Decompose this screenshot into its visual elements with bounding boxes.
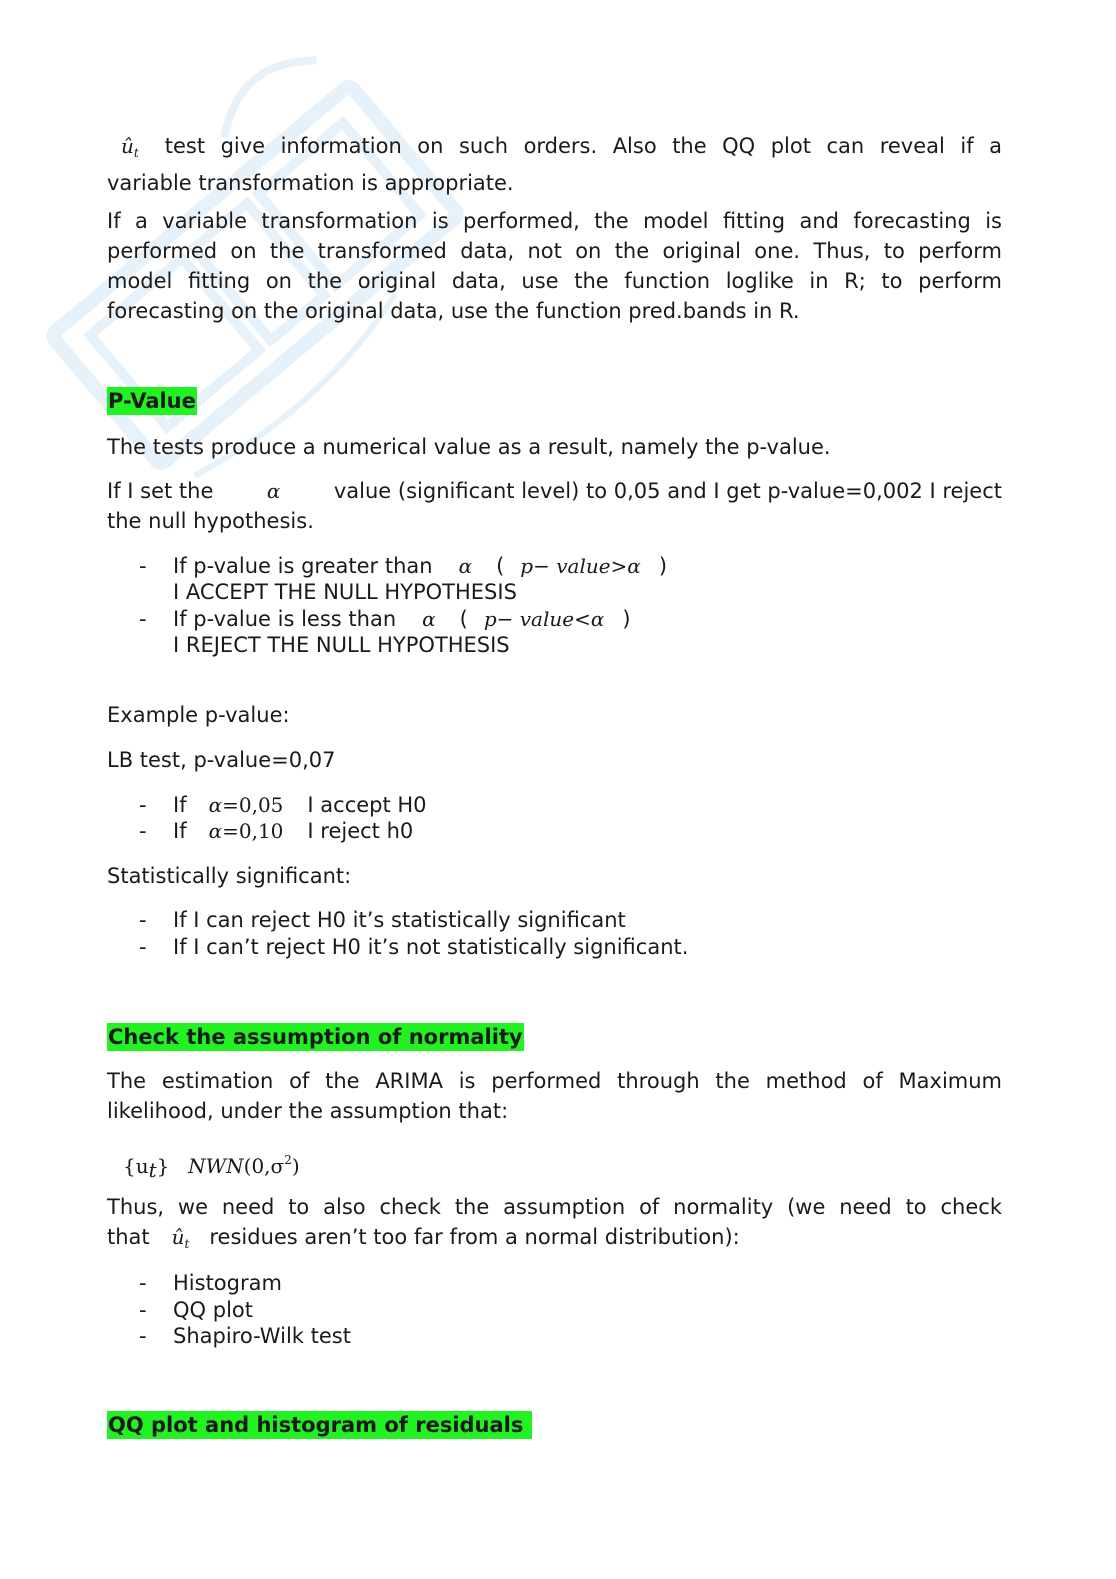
bullet-result: I accept H0 bbox=[307, 793, 427, 817]
intro-word: QQ bbox=[722, 134, 756, 158]
alpha-symbol: α bbox=[208, 819, 223, 843]
alpha-symbol: α bbox=[266, 479, 281, 503]
example-test: LB test, p-value=0,07 bbox=[107, 748, 336, 772]
bullet-text: If I can reject H0 it’s statistically significant bbox=[173, 908, 626, 932]
transform-line-3: model fitting on the original data, use the function loglike in R; to perform bbox=[107, 269, 1002, 293]
intro-word: reveal bbox=[879, 134, 945, 158]
intro-paragraph bbox=[107, 131, 1002, 198]
formula-args: $(0,\sigma^2)$ bbox=[243, 1153, 300, 1178]
close-paren: ) bbox=[658, 554, 668, 578]
transform-line-2: performed on the transformed data, not on the original one. Thus, to perform bbox=[107, 239, 1002, 263]
residual-symbol: $û_t$ bbox=[171, 1225, 190, 1251]
formula-brace: $\{u_t\}$ bbox=[123, 1154, 170, 1182]
pvalue-para-2 bbox=[107, 476, 1002, 536]
intro-word: plot bbox=[770, 134, 811, 158]
alpha-value: =0,10 bbox=[222, 819, 284, 843]
alpha-value: =0,05 bbox=[222, 793, 284, 817]
normality-para-1-line-1: The estimation of the ARIMA is performed through the method of Maximum bbox=[107, 1069, 1002, 1093]
pvalue-para-2-rest: value (significant level) to 0,05 and I get p-value=0,002 I reject bbox=[333, 479, 1002, 503]
alpha-symbol: α bbox=[422, 607, 436, 631]
para-text: residues aren’t too far from a normal distribution): bbox=[209, 1225, 740, 1249]
bullet-result: I reject h0 bbox=[307, 819, 414, 843]
intro-word: information bbox=[280, 134, 402, 158]
intro-line-1 bbox=[107, 131, 1002, 168]
math-expression: p− value<α bbox=[483, 607, 605, 631]
para-text: that bbox=[107, 1225, 150, 1249]
bullet-if: If bbox=[173, 819, 187, 843]
bullet-text: Histogram bbox=[173, 1271, 282, 1295]
bullet-text: If I can’t reject H0 it’s not statistically significant. bbox=[173, 935, 689, 959]
intro-word: test bbox=[164, 134, 206, 158]
bullet-if: If bbox=[173, 793, 187, 817]
normality-para-2 bbox=[107, 1192, 1002, 1259]
significance-label: Statistically significant: bbox=[107, 864, 352, 888]
example-label: Example p-value: bbox=[107, 703, 290, 727]
alpha-symbol: α bbox=[208, 793, 223, 817]
residual-symbol: $û_t$ bbox=[121, 134, 139, 160]
bullet-conclusion: I ACCEPT THE NULL HYPOTHESIS bbox=[173, 580, 517, 604]
normality-heading: Check the assumption of normality bbox=[108, 1025, 523, 1049]
transform-line-1: If a variable transformation is performed, the model fitting and forecasting is bbox=[107, 209, 1002, 233]
bullet-text: If p-value is less than bbox=[173, 607, 397, 631]
normality-formula bbox=[123, 1145, 1018, 1185]
intro-word: Also bbox=[612, 134, 657, 158]
bullet-conclusion: I REJECT THE NULL HYPOTHESIS bbox=[173, 633, 510, 657]
intro-line-2: variable transformation is appropriate. bbox=[107, 171, 514, 195]
transform-paragraph bbox=[107, 206, 1002, 326]
alpha-symbol: α bbox=[458, 554, 473, 578]
close-paren: ) bbox=[622, 607, 631, 631]
pvalue-para-2-line-2: the null hypothesis. bbox=[107, 509, 314, 533]
open-paren: ( bbox=[459, 607, 468, 631]
bullet-text: Shapiro-Wilk test bbox=[173, 1324, 351, 1348]
pvalue-para-1: The tests produce a numerical value as a result, namely the p-value. bbox=[107, 435, 831, 459]
open-paren: ( bbox=[496, 554, 505, 578]
transform-line-4: forecasting on the original data, use the function pred.bands in R. bbox=[107, 299, 800, 323]
pvalue-heading: P-Value bbox=[108, 389, 196, 413]
formula-nwn: NWN bbox=[188, 1154, 244, 1178]
bullet-text: QQ plot bbox=[173, 1298, 253, 1322]
intro-word: on bbox=[417, 134, 444, 158]
normality-para-1 bbox=[107, 1066, 1002, 1126]
intro-word: if bbox=[960, 134, 974, 158]
normality-para-2-line-2 bbox=[107, 1222, 1002, 1259]
intro-word: orders. bbox=[523, 134, 598, 158]
bullet-text: If p-value is greater than bbox=[173, 554, 433, 578]
math-expression: p− value>α bbox=[520, 554, 641, 578]
qq-heading: QQ plot and histogram of residuals bbox=[107, 1411, 532, 1439]
intro-word: such bbox=[458, 134, 509, 158]
normality-para-1-line-2: likelihood, under the assumption that: bbox=[107, 1099, 509, 1123]
normality-para-2-line-1: Thus, we need to also check the assumption of normality (we need to check bbox=[107, 1195, 1002, 1219]
intro-word: give bbox=[220, 134, 266, 158]
intro-line-1-text bbox=[165, 131, 1002, 161]
pvalue-para-2-lead: If I set the bbox=[107, 479, 214, 503]
intro-word: the bbox=[672, 134, 707, 158]
intro-word: can bbox=[826, 134, 865, 158]
intro-word: a bbox=[989, 134, 1002, 158]
